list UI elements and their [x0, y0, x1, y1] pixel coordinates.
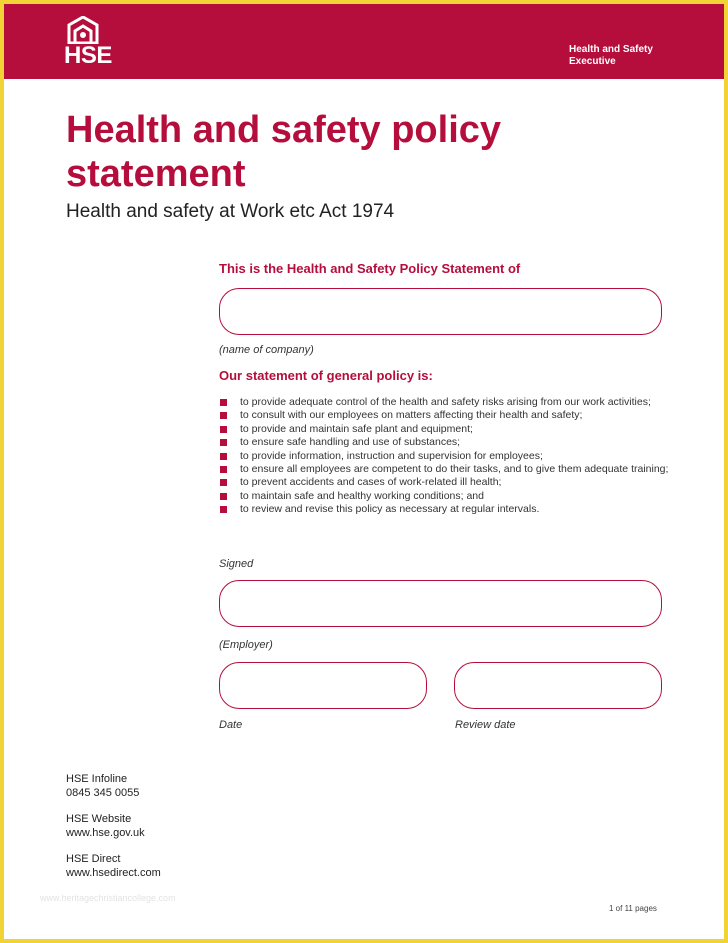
policy-item: to prevent accidents and cases of work-related ill health; [219, 476, 669, 489]
policy-item: to provide adequate control of the health and safety risks arising from our work activities; [219, 396, 669, 409]
policy-item: to consult with our employees on matters affecting their health and safety; [219, 409, 669, 422]
bullet-square-icon [220, 412, 227, 419]
policy-item: to ensure safe handling and use of substances; [219, 436, 669, 449]
bullet-square-icon [220, 493, 227, 500]
org-name-line1: Health and Safety [569, 44, 653, 55]
title-line2: statement [66, 153, 246, 195]
contact-infoline: HSE Infoline 0845 345 0055 [66, 773, 140, 799]
signed-label: Signed [219, 558, 254, 570]
company-name-label: (name of company) [219, 344, 314, 356]
hse-logo-icon [66, 16, 100, 44]
bullet-square-icon [220, 506, 227, 513]
bullet-square-icon [220, 453, 227, 460]
contact-website: HSE Website www.hse.gov.uk [66, 813, 145, 839]
policy-item: to provide information, instruction and supervision for employees; [219, 450, 669, 463]
bullet-square-icon [220, 479, 227, 486]
policy-item: to review and revise this policy as necessary at regular intervals. [219, 503, 669, 516]
org-name-line2: Executive [569, 56, 616, 67]
policy-item: to ensure all employees are competent to do their tasks, and to give them adequate training; [219, 463, 669, 476]
company-name-field[interactable] [219, 288, 662, 335]
date-label: Date [219, 719, 243, 731]
document-title [66, 108, 586, 196]
title-line1: Health and safety policy [66, 109, 502, 151]
bullet-square-icon [220, 399, 227, 406]
organisation-name [569, 44, 689, 68]
signature-field[interactable] [219, 580, 662, 627]
date-field[interactable] [219, 662, 427, 709]
bullet-square-icon [220, 439, 227, 446]
header-bar [4, 4, 724, 79]
hse-logo-text: HSE [64, 42, 112, 69]
policy-item: to maintain safe and healthy working conditions; and [219, 490, 669, 503]
statement-of-heading: This is the Health and Safety Policy Statement of [219, 261, 521, 276]
document-page [4, 4, 724, 939]
general-policy-heading: Our statement of general policy is: [219, 368, 433, 383]
hse-logo [64, 16, 120, 68]
policy-item: to provide and maintain safe plant and equipment; [219, 423, 669, 436]
contact-direct: HSE Direct www.hsedirect.com [66, 853, 161, 879]
document-subtitle: Health and safety at Work etc Act 1974 [66, 201, 395, 222]
page-indicator: 1 of 11 pages [609, 904, 657, 913]
bullet-square-icon [220, 426, 227, 433]
policy-list [219, 396, 669, 517]
employer-label: (Employer) [219, 639, 273, 651]
watermark: www.heritagechristiancollege.com [40, 893, 176, 903]
review-date-field[interactable] [454, 662, 662, 709]
bullet-square-icon [220, 466, 227, 473]
review-date-label: Review date [455, 719, 516, 731]
